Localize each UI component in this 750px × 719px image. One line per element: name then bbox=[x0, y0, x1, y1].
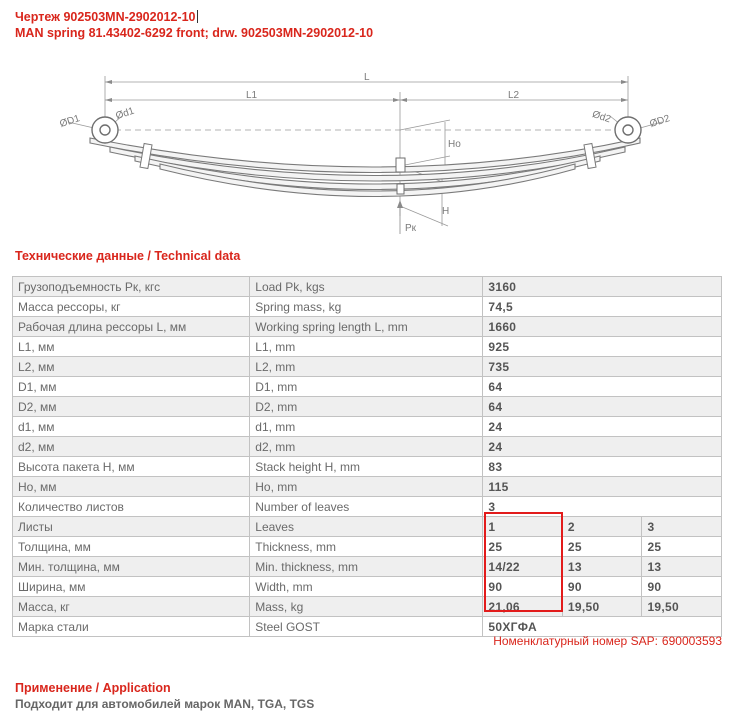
table-row bbox=[13, 577, 722, 597]
param-name-ru: L1, мм bbox=[13, 337, 250, 357]
param-name-ru: d1, мм bbox=[13, 417, 250, 437]
param-value: 83 bbox=[483, 457, 722, 477]
technical-data-title: Технические данные / Technical data bbox=[15, 249, 241, 263]
param-name-ru: Мин. толщина, мм bbox=[13, 557, 250, 577]
text-cursor bbox=[197, 10, 198, 23]
table-row bbox=[13, 277, 722, 297]
table-row bbox=[13, 337, 722, 357]
label-d2: Ød2 bbox=[590, 109, 613, 126]
leaf-2-value: 13 bbox=[562, 557, 642, 577]
param-name-ru: Толщина, мм bbox=[13, 537, 250, 557]
table-row bbox=[13, 317, 722, 337]
table-row bbox=[13, 477, 722, 497]
leaf-2-value: 19,50 bbox=[562, 597, 642, 617]
param-name-en: Thickness, mm bbox=[250, 537, 483, 557]
table-row bbox=[13, 497, 722, 517]
label-L2: L2 bbox=[508, 90, 520, 101]
drawing-title-en: MAN spring 81.43402-6292 front; drw. 902503MN-2902012-10 bbox=[15, 26, 374, 40]
sap-value: 690003593 bbox=[661, 634, 722, 648]
table-row bbox=[13, 357, 722, 377]
leaf-2-value: 90 bbox=[562, 577, 642, 597]
param-value: 1660 bbox=[483, 317, 722, 337]
table-row bbox=[13, 457, 722, 477]
param-value: 24 bbox=[483, 417, 722, 437]
param-name-en: L1, mm bbox=[250, 337, 483, 357]
application-text: Подходит для автомобилей марок MAN, TGA, TGS bbox=[15, 697, 315, 711]
param-value: 925 bbox=[483, 337, 722, 357]
leaf-2-value: 25 bbox=[562, 537, 642, 557]
param-name-ru: Количество листов bbox=[13, 497, 250, 517]
param-value: 3 bbox=[483, 497, 722, 517]
label-H: H bbox=[442, 206, 450, 217]
param-name-en: L2, mm bbox=[250, 357, 483, 377]
table-row bbox=[13, 377, 722, 397]
param-name-en: Steel GOST bbox=[250, 617, 483, 637]
param-name-en: Working spring length L, mm bbox=[250, 317, 483, 337]
param-name-en: Spring mass, kg bbox=[250, 297, 483, 317]
label-Ho: Ho bbox=[448, 139, 461, 150]
param-name-en: D2, mm bbox=[250, 397, 483, 417]
param-name-en: d2, mm bbox=[250, 437, 483, 457]
param-name-en: Width, mm bbox=[250, 577, 483, 597]
table-row bbox=[13, 437, 722, 457]
table-row bbox=[13, 397, 722, 417]
param-value: 24 bbox=[483, 437, 722, 457]
label-Pk: Pк bbox=[405, 223, 417, 234]
param-name-en: Ho, mm bbox=[250, 477, 483, 497]
param-name-en: Min. thickness, mm bbox=[250, 557, 483, 577]
label-L1: L1 bbox=[246, 90, 258, 101]
param-name-ru: D1, мм bbox=[13, 377, 250, 397]
leaf-3-value: 13 bbox=[642, 557, 722, 577]
sap-label: Номенклатурный номер SAP: bbox=[493, 634, 658, 648]
param-name-en: Leaves bbox=[250, 517, 483, 537]
param-name-ru: Ho, мм bbox=[13, 477, 250, 497]
leaf-3-value: 19,50 bbox=[642, 597, 722, 617]
leaf-3-value: 3 bbox=[642, 517, 722, 537]
param-name-en: Mass, kg bbox=[250, 597, 483, 617]
param-value: 735 bbox=[483, 357, 722, 377]
param-name-ru: Высота пакета H, мм bbox=[13, 457, 250, 477]
param-value: 74,5 bbox=[483, 297, 722, 317]
param-name-ru: Масса, кг bbox=[13, 597, 250, 617]
spring-leaves bbox=[90, 138, 640, 197]
param-name-ru: D2, мм bbox=[13, 397, 250, 417]
param-name-ru: Марка стали bbox=[13, 617, 250, 637]
leaf-3-value: 25 bbox=[642, 537, 722, 557]
table-row bbox=[13, 557, 722, 577]
label-D1: ØD1 bbox=[58, 113, 82, 130]
label-D2: ØD2 bbox=[648, 113, 672, 130]
param-name-en: Load Pk, kgs bbox=[250, 277, 483, 297]
param-name-ru: L2, мм bbox=[13, 357, 250, 377]
leaf-1-value: 1 bbox=[483, 517, 563, 537]
param-name-ru: Рабочая длина рессоры L, мм bbox=[13, 317, 250, 337]
param-name-ru: d2, мм bbox=[13, 437, 250, 457]
param-name-en: Stack height H, mm bbox=[250, 457, 483, 477]
param-name-ru: Ширина, мм bbox=[13, 577, 250, 597]
param-value: 115 bbox=[483, 477, 722, 497]
spring-drawing bbox=[50, 66, 710, 242]
param-name-en: Number of leaves bbox=[250, 497, 483, 517]
param-value: 64 bbox=[483, 397, 722, 417]
label-L: L bbox=[364, 72, 370, 83]
table-row bbox=[13, 597, 722, 617]
table-row bbox=[13, 517, 722, 537]
leaf-1-value: 21,06 bbox=[483, 597, 563, 617]
leaf-1-value: 90 bbox=[483, 577, 563, 597]
technical-data-table bbox=[12, 276, 722, 637]
sap-number bbox=[489, 634, 722, 648]
label-d1: Ød1 bbox=[114, 105, 136, 122]
leaf-1-value: 14/22 bbox=[483, 557, 563, 577]
param-name-ru: Листы bbox=[13, 517, 250, 537]
leaf-1-value: 25 bbox=[483, 537, 563, 557]
leaf-3-value: 90 bbox=[642, 577, 722, 597]
table-row bbox=[13, 417, 722, 437]
param-value: 3160 bbox=[483, 277, 722, 297]
param-value: 50ХГФА bbox=[483, 617, 722, 637]
table-row bbox=[13, 297, 722, 317]
param-name-ru: Масса рессоры, кг bbox=[13, 297, 250, 317]
param-value: 64 bbox=[483, 377, 722, 397]
table-row bbox=[13, 537, 722, 557]
application-title: Применение / Application bbox=[15, 681, 171, 695]
param-name-ru: Грузоподъемность Pк, кгс bbox=[13, 277, 250, 297]
param-name-en: D1, mm bbox=[250, 377, 483, 397]
param-name-en: d1, mm bbox=[250, 417, 483, 437]
leaf-2-value: 2 bbox=[562, 517, 642, 537]
drawing-title-ru: Чертеж 902503MN-2902012-10 bbox=[15, 10, 196, 24]
